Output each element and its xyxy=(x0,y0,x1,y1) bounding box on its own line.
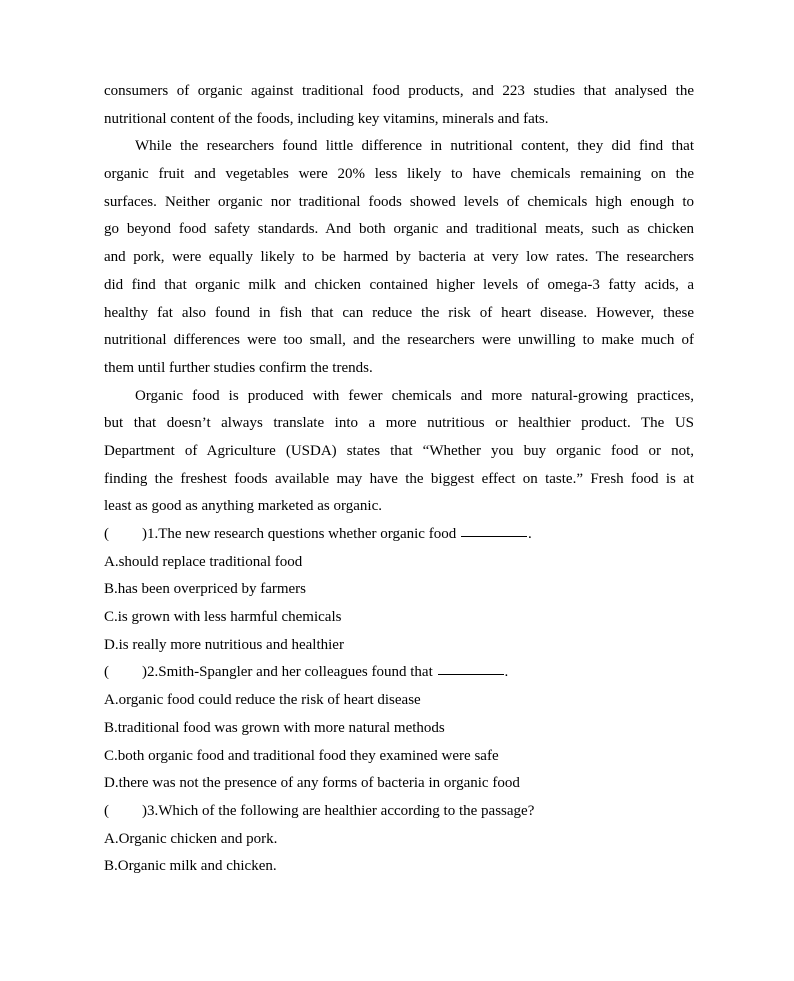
question-text: 3.Which of the following are healthier according to the passage? xyxy=(147,802,535,819)
passage-line: nutritional content of the foods, including key vitamins, minerals and fats. xyxy=(104,110,549,127)
option-c: C.is grown with less harmful chemicals xyxy=(104,609,342,626)
answer-slot[interactable] xyxy=(114,798,142,826)
document-page xyxy=(104,78,694,881)
option-a: A.Organic chicken and pork. xyxy=(104,830,278,847)
option-b: B.has been overpriced by farmers xyxy=(104,581,307,598)
option-a: A.organic food could reduce the risk of heart disease xyxy=(104,692,421,709)
passage-line: go beyond food safety standards. And both organic and traditional meats, such as chicken xyxy=(104,221,694,238)
passage-line: organic fruit and vegetables were 20% less likely to have chemicals remaining on the xyxy=(104,166,694,183)
option-c: C.both organic food and traditional food they examined were safe xyxy=(104,747,499,764)
passage-line: consumers of organic against traditional food products, and 223 studies that analysed the xyxy=(104,83,694,99)
option-b: B.Organic milk and chicken. xyxy=(104,858,277,875)
passage-line: least as good as anything marketed as organic. xyxy=(104,498,382,515)
question-2 xyxy=(104,659,694,797)
option-a: A.should replace traditional food xyxy=(104,553,303,570)
passage-line: Department of Agriculture (USDA) states that “Whether you buy organic food or not, xyxy=(104,442,694,459)
passage-line: them until further studies confirm the trends. xyxy=(104,359,373,376)
passage-line: While the researchers found little difference in nutritional content, they did find that xyxy=(135,138,694,155)
passage-line: nutritional differences were too small, and the researchers were unwilling to make much of xyxy=(104,332,694,349)
answer-slot[interactable] xyxy=(114,659,142,687)
question-3 xyxy=(104,798,694,881)
passage-line: did find that organic milk and chicken contained higher levels of omega-3 fatty acids, a xyxy=(104,276,694,293)
fill-blank xyxy=(438,659,504,675)
option-b: B.traditional food was grown with more natural methods xyxy=(104,719,445,736)
passage xyxy=(104,78,694,521)
question-text-end: . xyxy=(527,526,532,542)
passage-line: but that doesn’t always translate into a more nutritious or healthier product. The US xyxy=(104,415,694,432)
question-1 xyxy=(104,521,694,659)
answer-paren-close: ) xyxy=(142,664,147,681)
passage-line: finding the freshest foods available may have the biggest effect on taste.” Fresh food is at xyxy=(104,470,694,487)
question-text: 1.The new research questions whether organic food xyxy=(147,526,460,542)
answer-paren-close: ) xyxy=(142,802,147,819)
option-d: D.there was not the presence of any forms of bacteria in organic food xyxy=(104,775,520,792)
answer-slot[interactable] xyxy=(114,521,142,549)
question-stem xyxy=(104,521,694,549)
answer-paren-open: ( xyxy=(104,664,109,681)
question-text-end: . xyxy=(504,664,509,681)
passage-line: healthy fat also found in fish that can reduce the risk of heart disease. However, these xyxy=(104,304,694,321)
passage-line: surfaces. Neither organic nor traditional foods showed levels of chemicals high enough to xyxy=(104,193,694,210)
fill-blank xyxy=(461,521,527,537)
question-text: 2.Smith-Spangler and her colleagues found that xyxy=(147,664,437,681)
passage-line: Organic food is produced with fewer chemicals and more natural-growing practices, xyxy=(135,387,694,404)
option-d: D.is really more nutritious and healthier xyxy=(104,636,344,653)
answer-paren-open: ( xyxy=(104,802,109,819)
question-stem xyxy=(104,798,694,826)
passage-line: and pork, were equally likely to be harmed by bacteria at very low rates. The researchers xyxy=(104,249,694,266)
question-stem xyxy=(104,659,694,687)
answer-paren-close: ) xyxy=(142,526,147,542)
answer-paren-open: ( xyxy=(104,526,109,542)
